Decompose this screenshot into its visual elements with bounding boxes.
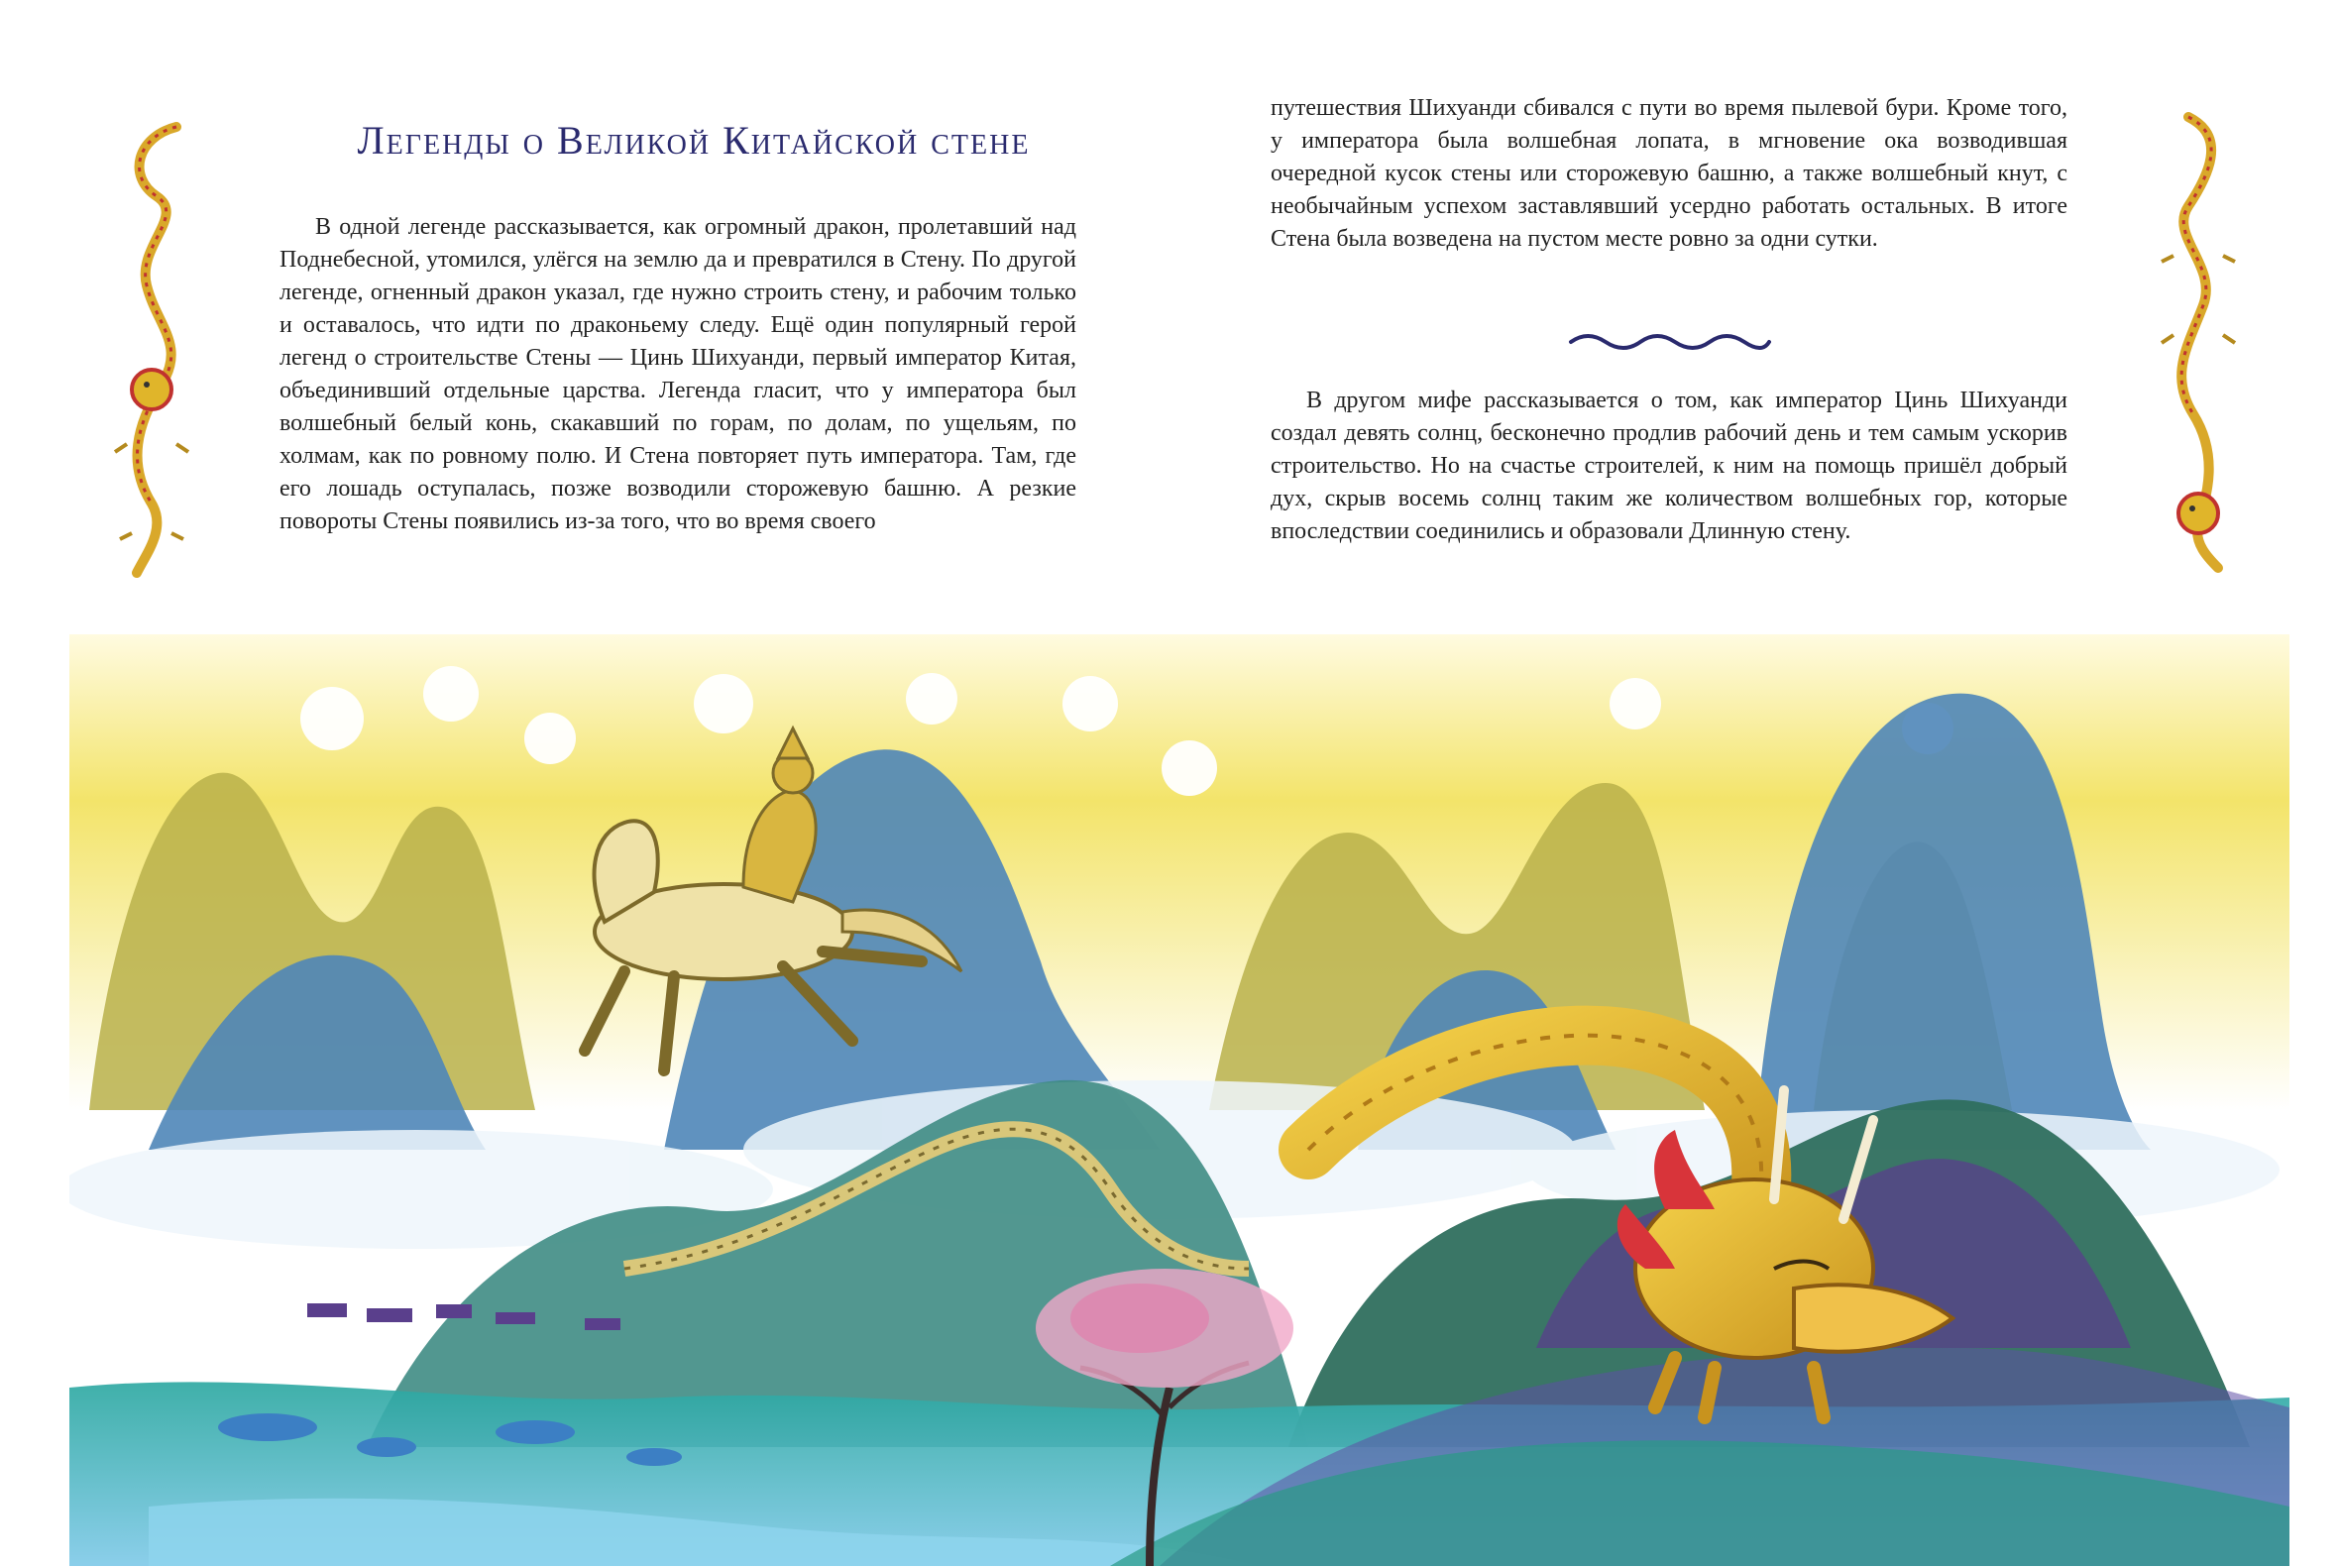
right-paragraph-top: путешествия Шихуанди сбивался с пути во время пылевой бури. Кроме того, у императора была волшебная лопата, в мгновение ока возводившая очередной кусок стены или сторожевую башню, а также волшебный кнут, с необычайным успехом заставлявший усердно работать остальных. В итоге Стена была возведена на пустом месте ровно за одни сутки. xyxy=(1271,95,2067,252)
landscape-illustration xyxy=(69,634,2289,1566)
page-title: Легенды о Великой Китайской стене xyxy=(357,118,1031,163)
dragon-ornament-icon xyxy=(2149,107,2243,573)
dragon-ornament-icon xyxy=(107,117,201,583)
left-paragraph: В одной легенде рассказывается, как огромный дракон, пролетавший над Поднебесной, утомился, улёгся на землю да и превратился в Стену. По другой легенде, огненный дракон указал, где нужно строить стену, и рабочим только и оставалось, что идти по драконьему следу. Ещё один популярный герой легенд о строительстве Стены — Цинь Шихуанди, первый император Китая, объединивший отдельные царства. Легенда гласит, что у императора был волшебный белый конь, скакавший по горам, по долам, по ущельям, по холмам, как по ровному полю. И Стена повторяет путь императора. Там, где его лошадь оступалась, позже возводили сторожевую башню. А резкие повороты Стены появились из-за того, что во время своего xyxy=(279,214,1076,534)
wave-divider-icon xyxy=(1566,327,1774,357)
right-paragraph-bottom: В другом мифе рассказывается о том, как император Цинь Шихуанди создал девять солнц, бесконечно продлив рабочий день и тем самым ускорив строительство. Но на счастье строителей, к ним на помощь пришёл добрый дух, скрыв восемь солнц таким же количеством волшебных гор, которые впоследствии соединились и образовали Длинную стену. xyxy=(1271,388,2067,544)
